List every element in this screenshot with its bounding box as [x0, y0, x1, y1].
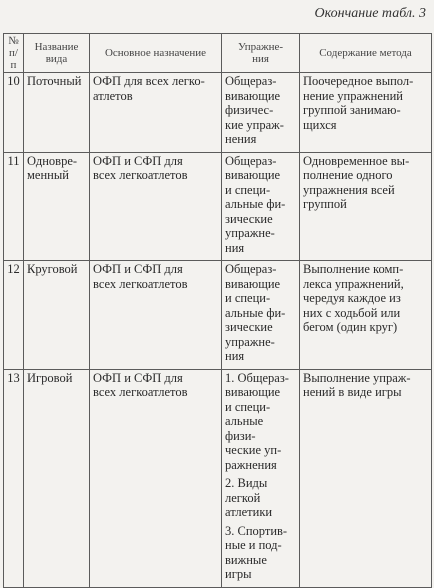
row-purpose: ОФП для всех легко- атлетов	[90, 73, 222, 153]
row-num: 11	[4, 152, 24, 261]
row-name: Одновре- менный	[24, 152, 90, 261]
row-name: Игровой	[24, 369, 90, 587]
header-num: № п/п	[4, 34, 24, 73]
row-exercises	[222, 369, 300, 587]
row-exercises: Общераз- вивающие и специ- альные фи- зические упражне- ния	[222, 261, 300, 370]
row-num: 10	[4, 73, 24, 153]
table-row	[4, 261, 432, 370]
header-method: Содержание метода	[300, 34, 432, 73]
row-purpose: ОФП и СФП для всех легкоатлетов	[90, 369, 222, 587]
exercise-item: 3. Спортив- ные и под- вижные игры	[225, 523, 288, 581]
row-exercises: Общераз- вивающие и специ- альные фи- зические упражне- ния	[222, 152, 300, 261]
row-purpose: ОФП и СФП для всех легкоатлетов	[90, 152, 222, 261]
row-method: Выполнение упраж- нений в виде игры	[300, 369, 432, 587]
exercise-item: 1. Общераз- вивающие и специ- альные физи- ческие уп- ражнения	[225, 370, 289, 472]
header-name: Название вида	[24, 34, 90, 73]
table-row	[4, 152, 432, 261]
row-exercises: Общераз- вивающие физичес- кие упраж- нения	[222, 73, 300, 153]
table-row	[4, 369, 432, 587]
header-row	[4, 34, 432, 73]
row-method: Выполнение комп- лекса упражнений, чередуя каждое из них с ходьбой или бегом (один круг)	[300, 261, 432, 370]
row-method: Одновременное вы- полнение одного упражнения всей группой	[300, 152, 432, 261]
row-name: Поточный	[24, 73, 90, 153]
row-name: Круговой	[24, 261, 90, 370]
row-num: 12	[4, 261, 24, 370]
row-num: 13	[4, 369, 24, 587]
exercise-item: 2. Виды легкой атлетики	[225, 476, 273, 519]
table-caption: Окончание табл. 3	[314, 6, 426, 21]
row-purpose: ОФП и СФП для всех легкоатлетов	[90, 261, 222, 370]
header-exercises: Упражне- ния	[222, 34, 300, 73]
header-purpose: Основное назначение	[90, 34, 222, 73]
methods-table	[3, 33, 432, 588]
row-method: Поочередное выпол- нение упражнений группой занимаю- щихся	[300, 73, 432, 153]
table-row	[4, 73, 432, 153]
